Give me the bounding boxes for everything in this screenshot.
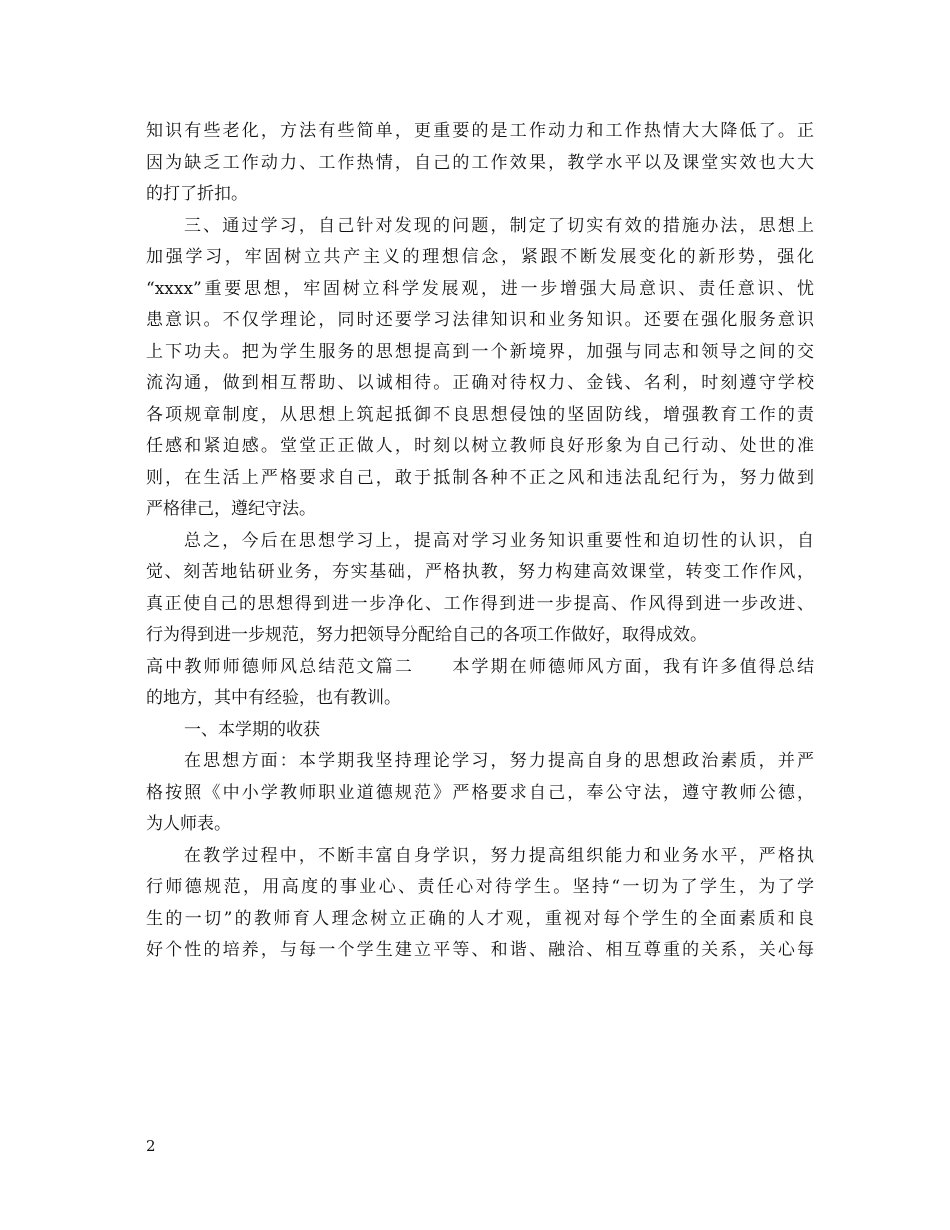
text-line: 的打了折扣。 — [146, 184, 248, 204]
text-line: 则，在生活上严格要求自己，敢于抵制各种不正之风和违法乱纪行为，努力做到 — [146, 467, 814, 488]
text-line: 知识有些老化，方法有些简单，更重要的是工作动力和工作热情大大降低了。正 — [146, 121, 814, 141]
text-line: 高中教师师德师风总结范文篇二 本学期在师德师风方面，我有许多值得总结 — [146, 656, 814, 677]
text-line: “xxxx”重要思想，牢固树立科学发展观，进一步增强大局意识、责任意识、忧 — [146, 278, 814, 299]
text-line: 流沟通，做到相互帮助、以诚相待。正确对待权力、金钱、名利，时刻遵守学校 — [146, 373, 814, 393]
text-line: 任感和紧迫感。堂堂正正做人，时刻以树立教师良好形象为自己行动、处世的准 — [146, 436, 814, 456]
text-line: 严格律己，遵纪守法。 — [146, 499, 316, 519]
text-line: 患意识。不仅学理论，同时还要学习法律知识和业务知识。还要在强化服务意识 — [146, 310, 814, 330]
text-line: 的地方，其中有经验，也有教训。 — [146, 688, 401, 708]
text-line: 在教学过程中，不断丰富自身学识，努力提高组织能力和业务水平，严格执 — [184, 845, 814, 866]
text-line: 上下功夫。把为学生服务的思想提高到一个新境界，加强与同志和领导之间的交 — [146, 341, 814, 362]
text-line: 生的一切”的教师育人理念树立正确的人才观，重视对每个学生的全面素质和良 — [146, 908, 814, 929]
text-line: 行为得到进一步规范，努力把领导分配给自己的各项工作做好，取得成效。 — [146, 625, 707, 645]
text-line: 行师德规范，用高度的事业心、责任心对待学生。坚持“一切为了学生，为了学 — [146, 877, 814, 897]
text-line: 加强学习，牢固树立共产主义的理想信念，紧跟不断发展变化的新形势，强化 — [146, 247, 814, 267]
text-line: 好个性的培养，与每一个学生建立平等、和谐、融洽、相互尊重的关系，关心每 — [146, 940, 814, 960]
text-line: 总之，今后在思想学习上，提高对学习业务知识重要性和迫切性的认识，自 — [184, 530, 814, 551]
text-line: 真正使自己的思想得到进一步净化、工作得到进一步提高、作风得到进一步改进、 — [146, 593, 814, 614]
page-number: 2 — [146, 1137, 156, 1155]
text-line: 一、本学期的收获 — [184, 719, 320, 740]
text-line: 各项规章制度，从思想上筑起抵御不良思想侵蚀的坚固防线，增强教育工作的责 — [146, 404, 814, 425]
text-line: 格按照《中小学教师职业道德规范》严格要求自己，奉公守法，遵守教师公德， — [146, 782, 814, 803]
text-line: 因为缺乏工作动力、工作热情，自己的工作效果，教学水平以及课堂实效也大大 — [146, 152, 814, 173]
text-line: 为人师表。 — [146, 814, 231, 834]
text-line: 在思想方面：本学期我坚持理论学习，努力提高自身的思想政治素质，并严 — [184, 751, 814, 771]
text-line: 三、通过学习，自己针对发现的问题，制定了切实有效的措施办法，思想上 — [184, 215, 814, 236]
document-body — [146, 116, 814, 967]
text-line: 觉、刻苦地钻研业务，夯实基础，严格执教，努力构建高效课堂，转变工作作风， — [146, 562, 814, 582]
